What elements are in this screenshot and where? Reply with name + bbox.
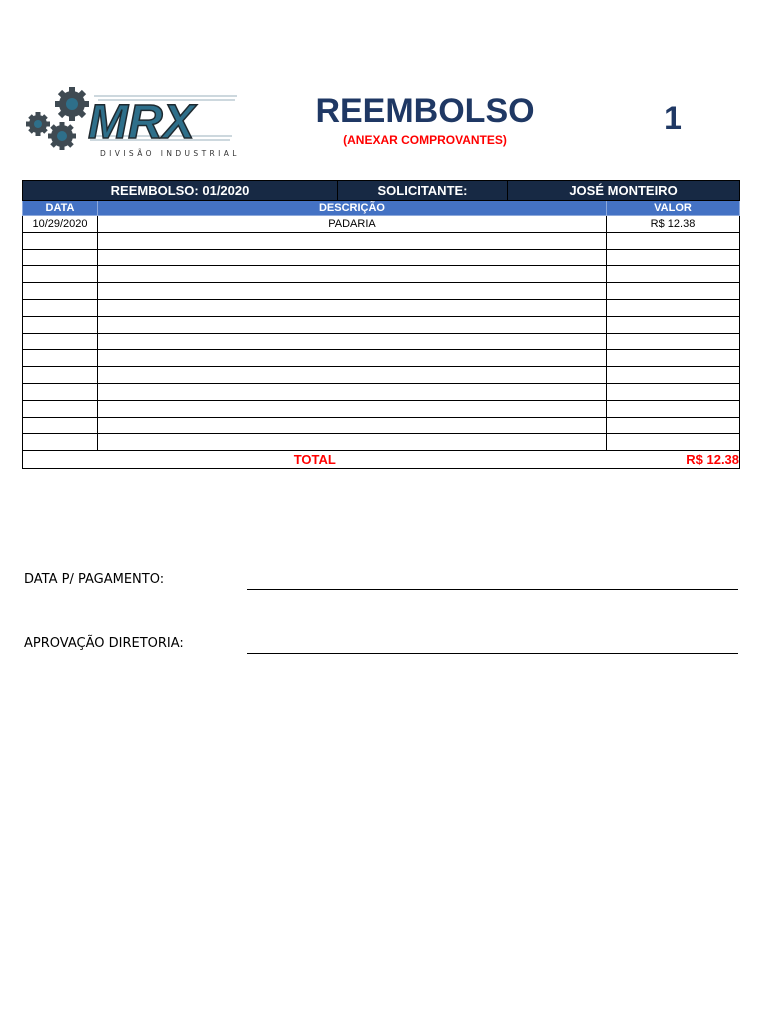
cell-data[interactable]: [23, 350, 98, 367]
table-row: [23, 299, 740, 316]
cell-valor[interactable]: [607, 333, 740, 350]
table-header-row: [23, 181, 740, 201]
cell-valor[interactable]: [607, 400, 740, 417]
cell-data[interactable]: [23, 232, 98, 249]
table-row: [23, 283, 740, 300]
logo-tagline: DIVISÃO INDUSTRIAL: [100, 149, 240, 158]
cell-valor[interactable]: [607, 232, 740, 249]
aprovacao-line[interactable]: [247, 653, 738, 654]
cell-descricao[interactable]: [98, 333, 607, 350]
cell-descricao[interactable]: [98, 417, 607, 434]
cell-valor[interactable]: [607, 249, 740, 266]
cell-data[interactable]: [23, 283, 98, 300]
cell-descricao[interactable]: [98, 232, 607, 249]
table-row: [23, 316, 740, 333]
cell-descricao[interactable]: [98, 400, 607, 417]
cell-data[interactable]: [23, 266, 98, 283]
cell-valor[interactable]: [607, 434, 740, 451]
cell-descricao[interactable]: [98, 367, 607, 384]
cell-valor[interactable]: [607, 316, 740, 333]
solicitante-label: SOLICITANTE:: [338, 181, 508, 201]
cell-data[interactable]: [23, 367, 98, 384]
cell-data[interactable]: [23, 316, 98, 333]
cell-valor[interactable]: [607, 283, 740, 300]
reimbursement-table: [22, 180, 740, 469]
gear-icon: [48, 122, 76, 150]
cell-valor[interactable]: R$ 12.38: [607, 216, 740, 233]
cell-data[interactable]: [23, 299, 98, 316]
cell-data[interactable]: [23, 434, 98, 451]
page-subtitle: (ANEXAR COMPROVANTES): [343, 133, 507, 147]
table-row: [23, 434, 740, 451]
logo-brand: MRX: [88, 96, 195, 149]
total-value: R$ 12.38: [607, 451, 740, 469]
cell-descricao[interactable]: [98, 299, 607, 316]
table-row: [23, 350, 740, 367]
table-row: [23, 232, 740, 249]
table-row: [23, 266, 740, 283]
page-title: REEMBOLSO: [315, 92, 535, 130]
reimbursement-number: 1: [664, 100, 682, 136]
table-row: [23, 249, 740, 266]
cell-valor[interactable]: [607, 367, 740, 384]
table-row: [23, 400, 740, 417]
cell-valor[interactable]: [607, 350, 740, 367]
cell-data[interactable]: [23, 383, 98, 400]
reembolso-id: REEMBOLSO: 01/2020: [23, 181, 338, 201]
pagamento-label: DATA P/ PAGAMENTO:: [24, 572, 165, 587]
cell-data[interactable]: 10/29/2020: [23, 216, 98, 233]
column-header-descricao: DESCRIÇÃO: [98, 201, 607, 216]
column-header-valor: VALOR: [607, 201, 740, 216]
column-header-data: DATA: [23, 201, 98, 216]
cell-valor[interactable]: [607, 299, 740, 316]
cell-descricao[interactable]: [98, 249, 607, 266]
cell-descricao[interactable]: [98, 383, 607, 400]
cell-data[interactable]: [23, 400, 98, 417]
cell-descricao[interactable]: PADARIA: [98, 216, 607, 233]
cell-data[interactable]: [23, 249, 98, 266]
column-header-row: [23, 201, 740, 216]
total-label: TOTAL: [23, 451, 607, 469]
gear-icon: [55, 87, 89, 121]
cell-descricao[interactable]: [98, 316, 607, 333]
pagamento-line[interactable]: [247, 589, 738, 590]
cell-data[interactable]: [23, 333, 98, 350]
table-row: [23, 417, 740, 434]
solicitante-value[interactable]: JOSÉ MONTEIRO: [508, 181, 740, 201]
aprovacao-label: APROVAÇÃO DIRETORIA:: [24, 636, 184, 651]
cell-valor[interactable]: [607, 417, 740, 434]
total-row: [23, 451, 740, 469]
cell-descricao[interactable]: [98, 266, 607, 283]
table-row: [23, 367, 740, 384]
cell-valor[interactable]: [607, 266, 740, 283]
table-row: [23, 383, 740, 400]
cell-valor[interactable]: [607, 383, 740, 400]
cell-data[interactable]: [23, 417, 98, 434]
gear-icon: [26, 112, 50, 136]
mrx-logo: [22, 84, 242, 160]
table-row: [23, 333, 740, 350]
cell-descricao[interactable]: [98, 283, 607, 300]
cell-descricao[interactable]: [98, 350, 607, 367]
cell-descricao[interactable]: [98, 434, 607, 451]
table-row: [23, 216, 740, 233]
